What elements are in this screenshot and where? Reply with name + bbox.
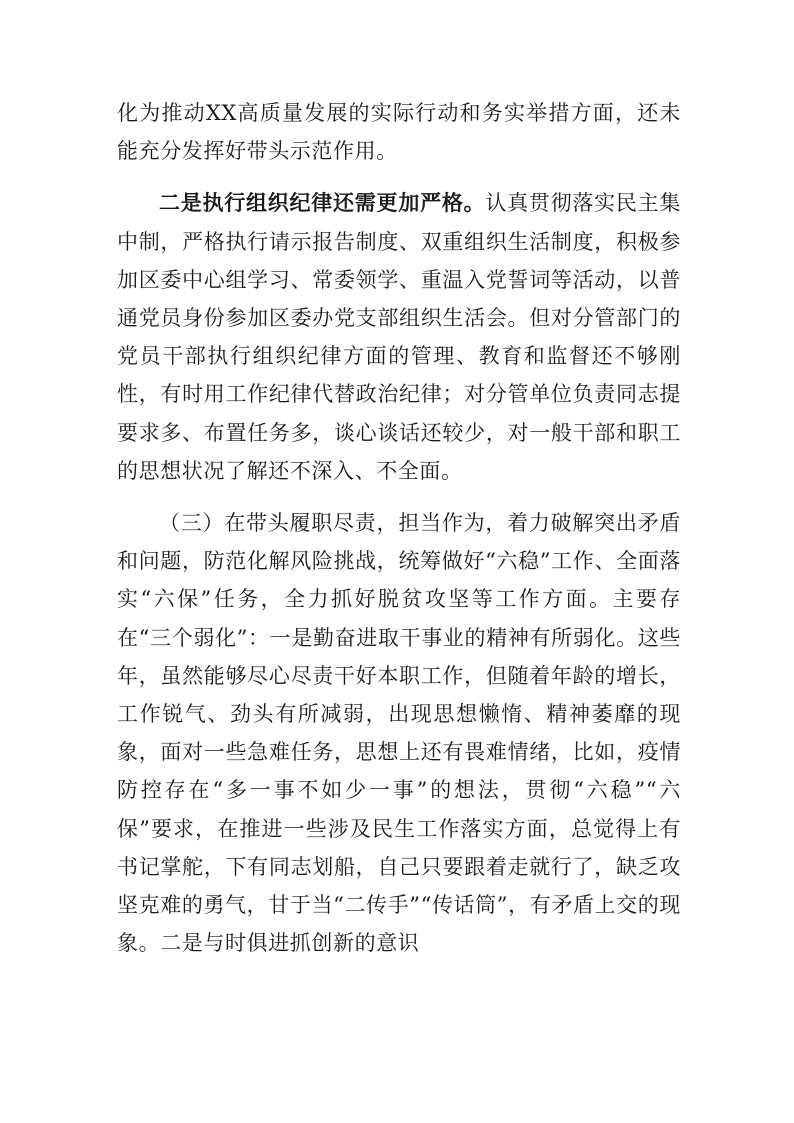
paragraph-spacer: [117, 170, 681, 184]
document-page: [117, 94, 681, 962]
paragraph-organization-discipline: [117, 184, 681, 490]
paragraph-lead-heading: 二是执行组织纪律还需更加严格。: [159, 190, 486, 216]
paragraph-section-three: （三）在带头履职尽责，担当作为，着力破解突出矛盾和问题，防范化解风险挑战，统筹做好“六稳”工作、全面落实“六保”任务，全力抓好脱贫攻坚等工作方面。主要存在“三个弱化”：一是勤奋进取干事业的精神有所弱化。这些年，虽然能够尽心尽责干好本职工作，但随着年龄的增长，工作锐气、劲头有所减弱，出现思想懒惰、精神萎靡的现象，面对一些急难任务，思想上还有畏难情绪，比如，疫情防控存在“多一事不如少一事”的想法，贯彻“六稳”“六保”要求，在推进一些涉及民生工作落实方面，总觉得上有书记掌舵，下有同志划船，自己只要跟着走就行了，缺乏攻坚克难的勇气，甘于当“二传手”“传话筒”，有矛盾上交的现象。二是与时俱进抓创新的意识: [117, 511, 681, 956]
paragraph-spacer: [117, 490, 681, 504]
paragraph-continuation: 化为推动XX高质量发展的实际行动和务实举措方面，还未能充分发挥好带头示范作用。: [117, 101, 681, 164]
paragraph-body: 认真贯彻落实民主集中制，严格执行请示报告制度、双重组织生活制度，积极参加区委中心组学习、常委领学、重温入党誓词等活动，以普通党员身份参加区委办党支部组织生活会。但对分管部门的党员干部执行组织纪律方面的管理、教育和监督还不够刚性，有时用工作纪律代替政治纪律；对分管单位负责同志提要求多、布置任务多，谈心谈话还较少，对一般干部和职工的思想状况了解还不深入、不全面。: [117, 191, 681, 483]
